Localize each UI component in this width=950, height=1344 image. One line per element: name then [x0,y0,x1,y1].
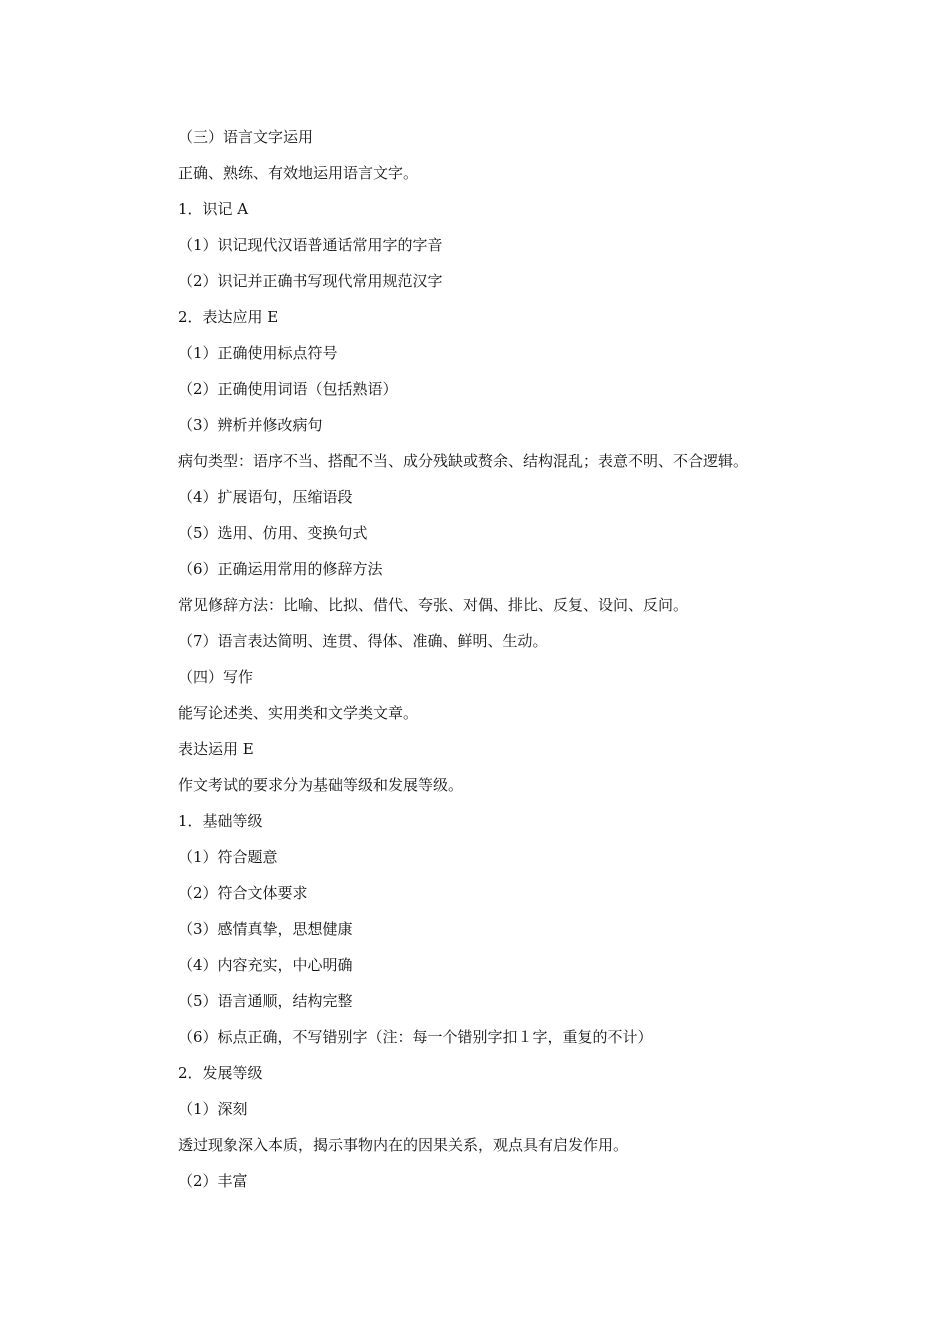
section-heading-writing: （四）写作 [178,668,254,686]
subheading-memorize: 1．识记 A [178,200,249,218]
list-item: （2）符合文体要求 [178,884,308,902]
list-item: （7）语言表达简明、连贯、得体、准确、鲜明、生动。 [178,632,548,650]
list-item: （2）识记并正确书写现代常用规范汉字 [178,272,443,290]
list-item: （5）选用、仿用、变换句式 [178,524,368,542]
subheading-basic-level: 1．基础等级 [178,812,263,830]
paragraph: 透过现象深入本质，揭示事物内在的因果关系，观点具有启发作用。 [178,1136,629,1154]
list-item: （4）内容充实，中心明确 [178,956,353,974]
list-item: （3）感情真挚，思想健康 [178,920,353,938]
paragraph: 能写论述类、实用类和文学类文章。 [178,704,419,722]
list-item: （6）正确运用常用的修辞方法 [178,560,383,578]
list-item: （5）语言通顺，结构完整 [178,992,353,1010]
list-item: （2）正确使用词语（包括熟语） [178,380,398,398]
list-item: （1）正确使用标点符号 [178,344,338,362]
list-item: （1）符合题意 [178,848,278,866]
list-item: （6）标点正确，不写错别字（注：每一个错别字扣１字，重复的不计） [178,1028,653,1046]
section-heading-language-use: （三）语言文字运用 [178,128,314,146]
paragraph: 病句类型：语序不当、搭配不当、成分残缺或赘余、结构混乱；表意不明、不合逻辑。 [178,452,749,470]
list-item: （2）丰富 [178,1172,248,1190]
paragraph: 正确、熟练、有效地运用语言文字。 [178,164,419,182]
paragraph: 作文考试的要求分为基础等级和发展等级。 [178,776,464,794]
document-page [178,126,878,1206]
list-item: （4）扩展语句，压缩语段 [178,488,353,506]
list-item: （3）辨析并修改病句 [178,416,323,434]
list-item: （1）深刻 [178,1100,248,1118]
paragraph: 表达运用 E [178,740,254,758]
subheading-development-level: 2．发展等级 [178,1064,263,1082]
subheading-expression: 2．表达应用 E [178,308,279,326]
list-item: （1）识记现代汉语普通话常用字的字音 [178,236,443,254]
paragraph: 常见修辞方法：比喻、比拟、借代、夸张、对偶、排比、反复、设问、反问。 [178,596,689,614]
